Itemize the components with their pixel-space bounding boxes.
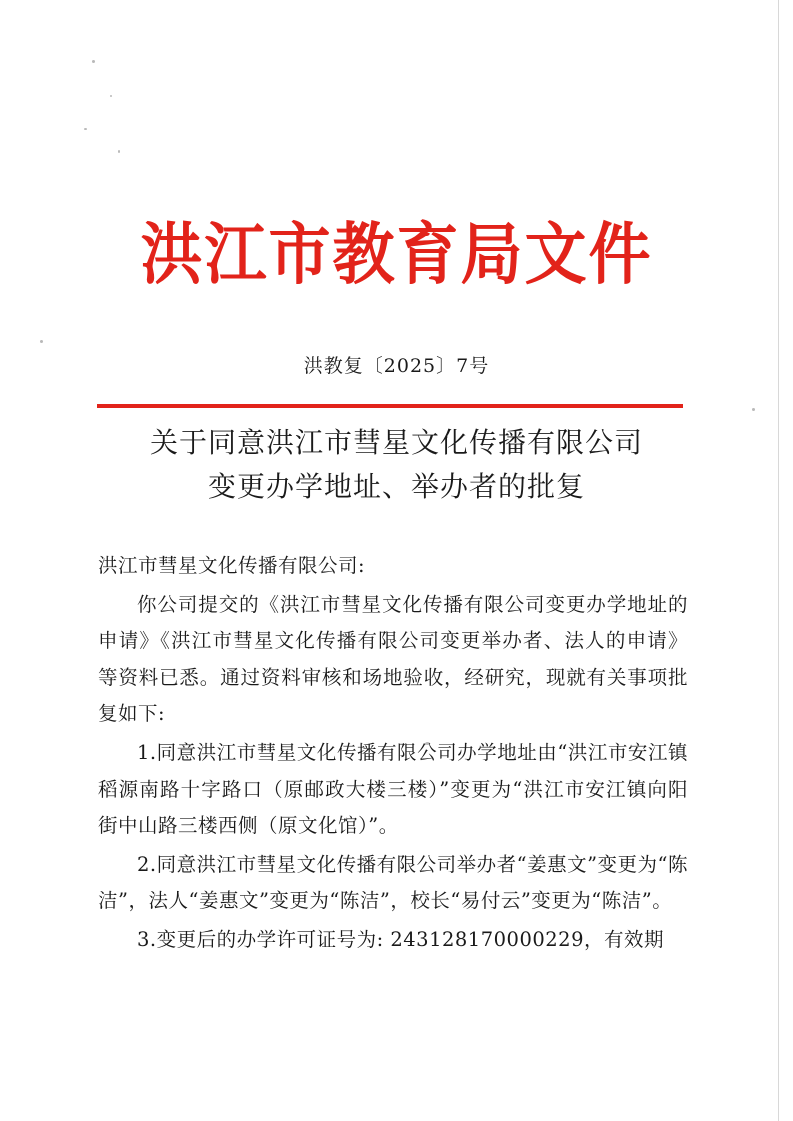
document-number: 洪教复〔2025〕7号: [303, 355, 490, 377]
scan-edge-line: [778, 0, 779, 1121]
title-line-2: 变更办学地址、举办者的批复: [207, 470, 585, 503]
scan-speck: [84, 128, 87, 130]
document-body: [98, 548, 688, 959]
scan-speck: [92, 60, 95, 63]
item-3-paragraph: 3.变更后的办学许可证号为: 243128170000229，有效期: [137, 927, 664, 951]
scan-speck: [110, 95, 112, 97]
intro-paragraph: 你公司提交的《洪江市彗星文化传播有限公司变更办学地址的申请》《洪江市彗星文化传播有限公司变更举办者、法人的申请》等资料已悉。通过资料审核和场地验收，经研究，现就有关事项批复如下:: [98, 592, 688, 726]
title-line-1: 关于同意洪江市彗星文化传播有限公司: [149, 426, 643, 459]
red-divider-line: [97, 404, 683, 408]
masthead-title: 洪江市教育局文件: [140, 215, 653, 294]
addressee: 洪江市彗星文化传播有限公司:: [98, 554, 366, 577]
scan-speck: [752, 408, 755, 411]
scan-speck: [118, 150, 120, 153]
item-1-paragraph: 1.同意洪江市彗星文化传播有限公司办学地址由“洪江市安江镇稻源南路十字路口（原邮政大楼三楼）”变更为“洪江市安江镇向阳街中山路三楼西侧（原文化馆）”。: [98, 740, 688, 838]
document-title: [0, 421, 793, 509]
item-2-paragraph: 2.同意洪江市彗星文化传播有限公司举办者“姜惠文”变更为“陈洁”，法人“姜惠文”变更为“陈洁”，校长“易付云”变更为“陈洁”。: [98, 852, 689, 913]
scan-speck: [40, 340, 43, 343]
